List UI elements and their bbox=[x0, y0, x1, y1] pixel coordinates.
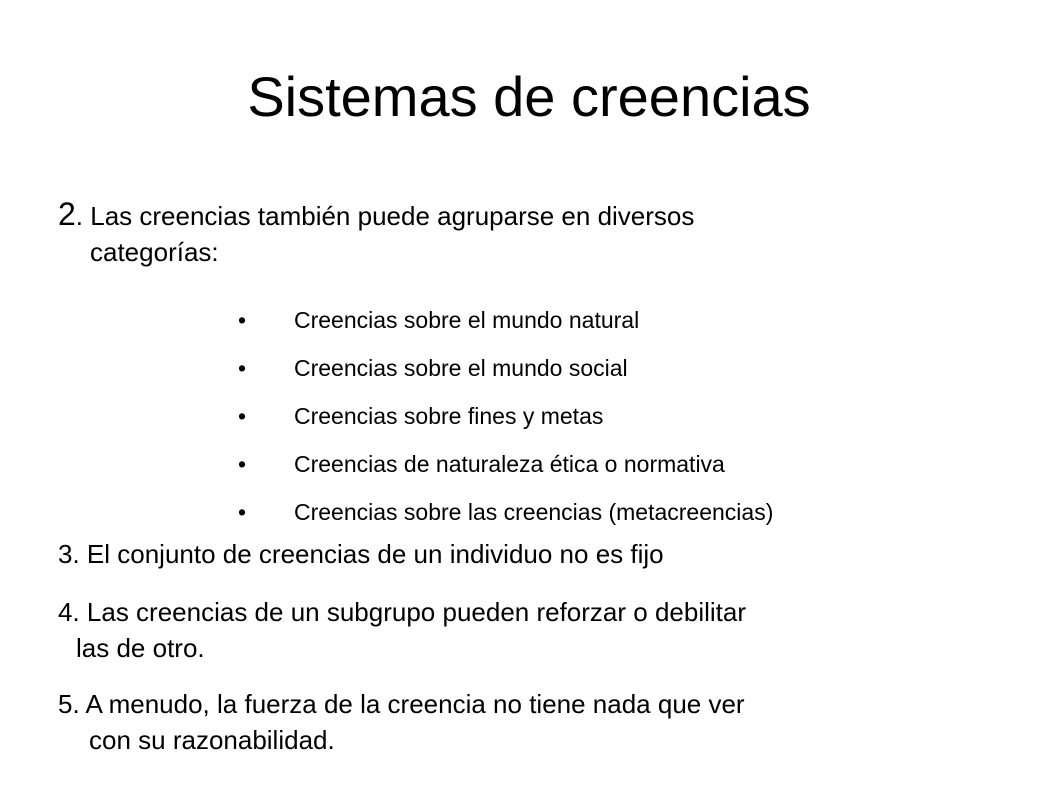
item-5-text: 5. A menudo, la fuerza de la creencia no tiene nada que ver bbox=[58, 689, 745, 719]
bullet-icon: • bbox=[238, 403, 247, 429]
list-item-text: Creencias sobre las creencias (metacreencias) bbox=[294, 499, 774, 525]
item-5-text-continued: con su razonabilidad. bbox=[89, 725, 335, 755]
list-item-text: Creencias sobre fines y metas bbox=[294, 403, 604, 429]
item-3-text: 3. El conjunto de creencias de un individuo no es fijo bbox=[58, 539, 664, 569]
list-item bbox=[238, 440, 773, 488]
list-item-text: Creencias de naturaleza ética o normativa bbox=[294, 451, 725, 477]
item-4-text: 4. Las creencias de un subgrupo pueden reforzar o debilitar bbox=[58, 597, 746, 627]
bullet-icon: • bbox=[238, 307, 247, 333]
item-3 bbox=[58, 536, 1018, 572]
bullet-icon: • bbox=[238, 499, 247, 525]
bullet-icon: • bbox=[238, 451, 247, 477]
category-list bbox=[238, 296, 773, 536]
slide-title: Sistemas de creencias bbox=[247, 65, 811, 128]
bullet-icon: • bbox=[238, 355, 247, 381]
item-5 bbox=[58, 686, 1018, 758]
item-4-text-continued: las de otro. bbox=[76, 633, 205, 663]
item-2-text-continued: categorías: bbox=[90, 237, 219, 267]
item-2 bbox=[58, 196, 1018, 270]
list-item-text: Creencias sobre el mundo natural bbox=[294, 307, 640, 333]
list-item bbox=[238, 296, 773, 344]
list-item-text: Creencias sobre el mundo social bbox=[294, 355, 628, 381]
item-2-text: . Las creencias también puede agruparse en diversos bbox=[75, 201, 695, 231]
list-item bbox=[238, 488, 773, 536]
item-4 bbox=[58, 594, 1018, 666]
list-item bbox=[238, 392, 773, 440]
item-2-number: 2 bbox=[58, 196, 76, 232]
list-item bbox=[238, 344, 773, 392]
